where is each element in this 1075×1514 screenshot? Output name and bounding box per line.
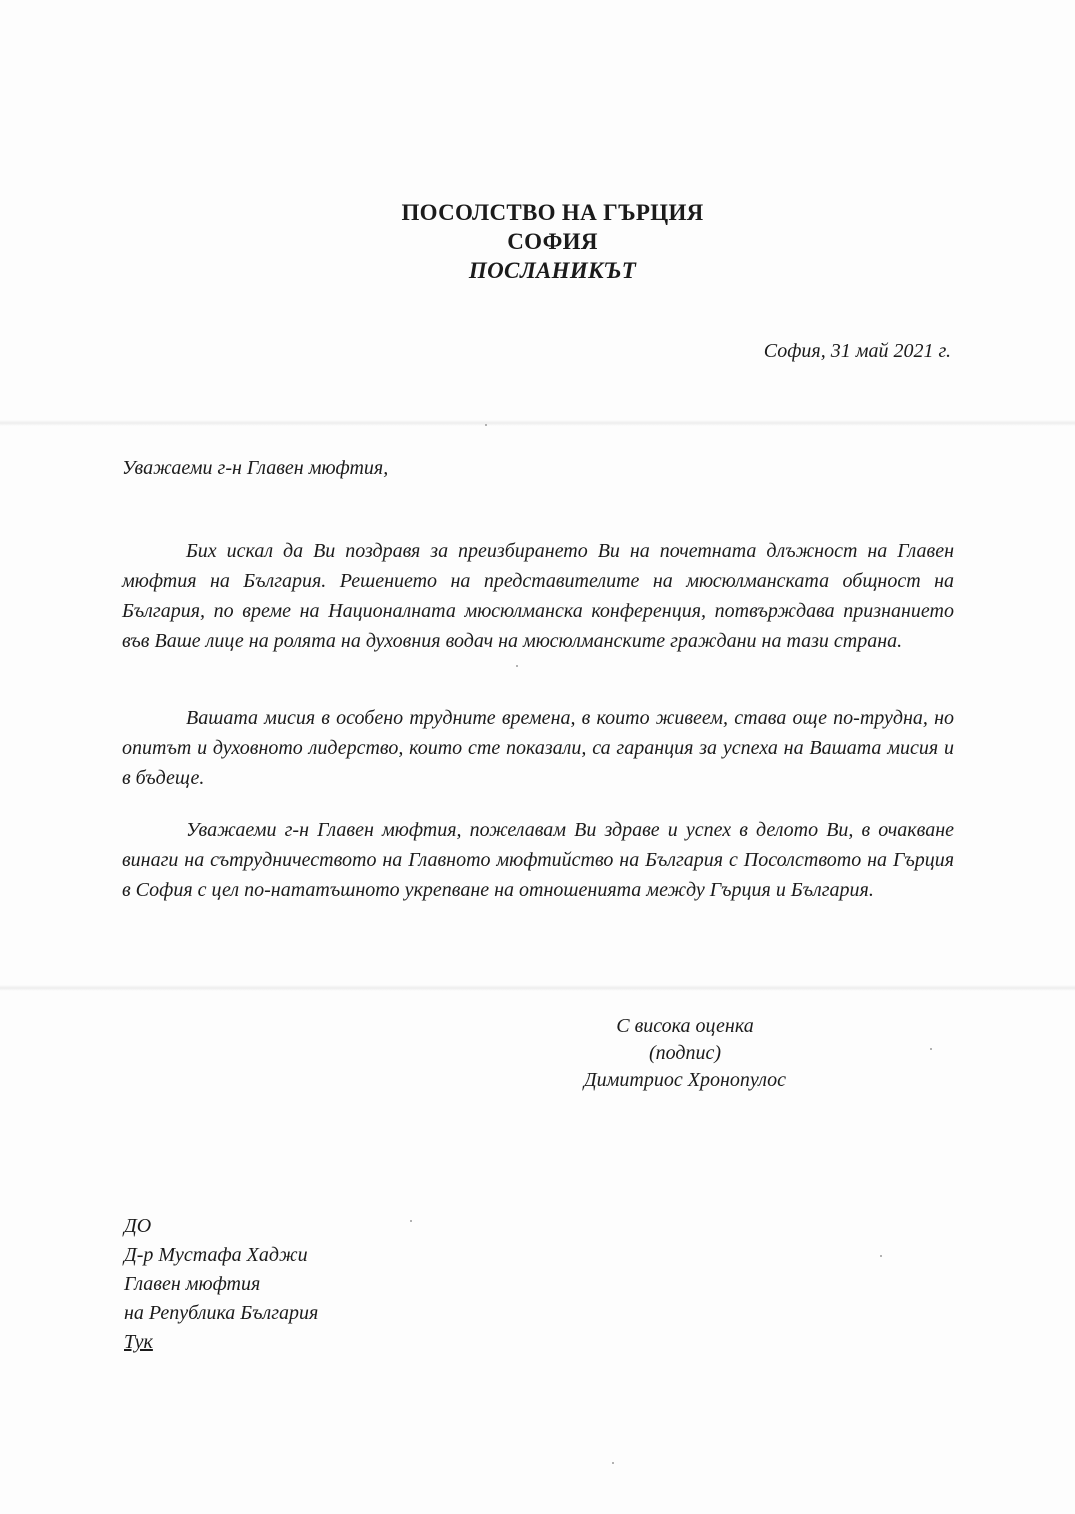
closing-regards: С висока оценка	[616, 1015, 754, 1037]
recipient-address	[124, 1212, 318, 1357]
scan-speck	[880, 1255, 882, 1257]
embassy-name: ПОСОЛСТВО НА ГЪРЦИЯ	[401, 200, 704, 225]
scan-fold-line	[0, 985, 1075, 991]
letterhead	[0, 198, 1075, 285]
scan-speck	[930, 1048, 932, 1050]
scan-fold-line	[0, 420, 1075, 426]
scan-speck	[485, 424, 487, 426]
scan-speck	[612, 1462, 614, 1464]
salutation: Уважаеми г-н Главен мюфтия,	[122, 457, 389, 479]
scan-speck	[410, 1220, 412, 1222]
sender-title: ПОСЛАНИКЪТ	[468, 258, 637, 283]
recipient-country: на Република България	[124, 1302, 319, 1324]
recipient-title: Главен мюфтия	[124, 1273, 261, 1295]
letter-date: София, 31 май 2021 г.	[763, 340, 951, 362]
recipient-name: Д-р Мустафа Хаджи	[124, 1244, 308, 1266]
recipient-place: Тук	[124, 1331, 153, 1353]
scan-speck	[516, 665, 518, 667]
signature-note: (подпис)	[648, 1042, 722, 1064]
body-paragraph-2: Вашата мисия в особено трудните времена, в които живеем, става още по-трудна, но опитът и духовното лидерство, които сте показали, са гаранция за успеха на Вашата мисия и в бъдеще.	[122, 707, 954, 789]
body-paragraph-1: Бих искал да Ви поздравя за преизбирането Ви на почетната длъжност на Главен мюфтия на България. Решението на представителите на мюсюлманската общност на България, по време на Националната мюсюлманска конференция, потвърждава признанието във Ваше лице на ролята на духовния водач на мюсюлманските граждани на тази страна.	[122, 540, 954, 652]
body-paragraph-3: Уважаеми г-н Главен мюфтия, пожелавам Ви здраве и успех в делото Ви, в очакване винаги на сътрудничеството на Главното мюфтийство на България с Посолството на Гърция в София с цел по-нататъшното укрепване на отношенията между Гърция и България.	[122, 819, 954, 901]
address-to: ДО	[124, 1215, 152, 1237]
closing-block	[540, 1013, 830, 1094]
signer-name: Димитриос Хронопулос	[583, 1069, 787, 1091]
city-name: СОФИЯ	[507, 229, 598, 254]
